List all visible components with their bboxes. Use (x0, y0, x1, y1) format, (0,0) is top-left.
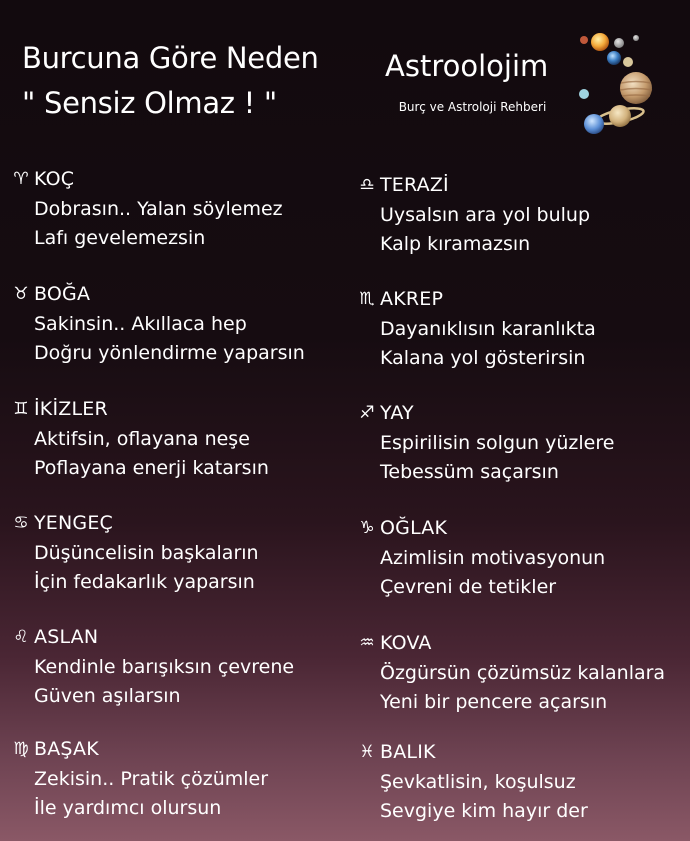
sign-line: Zekisin.. Pratik çözümler (34, 768, 269, 790)
sign-line: İle yardımcı olursun (34, 797, 222, 819)
gemini-icon: ♊︎ (13, 399, 29, 419)
pisces-icon: ♓︎ (359, 742, 375, 762)
uranus-icon (579, 89, 589, 99)
sign-header (8, 621, 348, 653)
taurus-icon: ♉︎ (13, 284, 29, 304)
sign-line: Düşüncelisin başkaların (34, 542, 259, 564)
aquarius-icon: ♒︎ (359, 633, 375, 653)
sign-line: Lafı gevelemezsin (34, 227, 206, 249)
sign-block (354, 283, 690, 373)
sign-header (354, 169, 690, 201)
sign-header (354, 627, 690, 659)
moon-icon (633, 35, 639, 41)
sign-name: KOÇ (34, 168, 75, 190)
cancer-icon: ♋︎ (13, 513, 29, 533)
sign-header (354, 512, 690, 544)
sign-name: TERAZİ (380, 174, 449, 196)
sign-name: KOVA (380, 632, 432, 654)
earth-icon (607, 51, 621, 65)
aries-icon: ♈︎ (13, 169, 29, 189)
sign-block (354, 627, 690, 717)
sign-name: BOĞA (34, 283, 91, 305)
sign-line: Azimlisin motivasyonun (380, 547, 606, 569)
sign-line: Kendinle barışıksın çevrene (34, 656, 295, 678)
sign-name: AKREP (380, 288, 444, 310)
capricorn-icon: ♑︎ (359, 518, 375, 538)
sign-header (8, 393, 348, 425)
sign-name: BALIK (380, 741, 436, 763)
sign-header (8, 507, 348, 539)
sign-block (354, 736, 690, 826)
sign-line: Kalp kıramazsın (380, 233, 531, 255)
scorpio-icon: ♏︎ (359, 289, 375, 309)
sign-header (354, 736, 690, 768)
sign-name: BAŞAK (34, 738, 99, 760)
sign-block (8, 733, 348, 823)
sign-block (8, 163, 348, 253)
sign-block (8, 507, 348, 597)
sign-line: Kalana yol gösterirsin (380, 347, 586, 369)
sign-header (354, 283, 690, 315)
sign-line: Tebessüm saçarsın (380, 461, 559, 483)
title-line-1: Burcuna Göre Neden (22, 41, 319, 75)
sign-name: İKİZLER (34, 398, 108, 420)
sign-line: Espirilisin solgun yüzlere (380, 432, 615, 454)
sign-block (354, 397, 690, 487)
saturn-icon (609, 105, 631, 127)
brand-subtitle: Burç ve Astroloji Rehberi (398, 100, 547, 114)
sign-line: İçin fedakarlık yaparsın (34, 571, 255, 593)
sign-line: Aktifsin, oflayana neşe (34, 428, 250, 450)
sign-header (354, 397, 690, 429)
sign-name: OĞLAK (380, 517, 448, 539)
sign-header (8, 163, 348, 195)
sign-line: Özgürsün çözümsüz kalanlara (380, 662, 666, 684)
sign-line: Uysalsın ara yol bulup (380, 204, 591, 226)
post-title (22, 36, 319, 126)
sign-name: YAY (380, 402, 414, 424)
leo-icon: ♌︎ (13, 627, 29, 647)
sagittarius-icon: ♐︎ (359, 403, 375, 423)
sign-line: Sakinsin.. Akıllaca hep (34, 313, 247, 335)
sign-line: Sevgiye kim hayır der (380, 800, 588, 822)
sign-header (8, 733, 348, 765)
sign-block (354, 512, 690, 602)
sign-name: ASLAN (34, 626, 99, 648)
sign-block (8, 621, 348, 711)
sign-line: Poflayana enerji katarsın (34, 457, 269, 479)
sign-block (8, 393, 348, 483)
brand-block (385, 46, 585, 116)
sign-block (8, 278, 348, 368)
sun-icon (591, 33, 609, 51)
sign-block (354, 169, 690, 259)
sign-line: Dayanıklısın karanlıkta (380, 318, 596, 340)
libra-icon: ♎︎ (359, 175, 375, 195)
sign-line: Doğru yönlendirme yaparsın (34, 342, 305, 364)
venus-icon (623, 57, 633, 67)
virgo-icon: ♍︎ (13, 739, 29, 759)
title-line-2: " Sensiz Olmaz ! " (22, 86, 277, 120)
sign-line: Yeni bir pencere açarsın (380, 691, 608, 713)
sign-line: Güven aşılarsın (34, 685, 181, 707)
brand-name: Astroolojim (385, 49, 549, 83)
neptune-icon (584, 114, 604, 134)
sign-header (8, 278, 348, 310)
mars-icon (580, 36, 588, 44)
sign-line: Şevkatlisin, koşulsuz (380, 771, 576, 793)
sign-line: Çevreni de tetikler (380, 576, 557, 598)
sign-line: Dobrasın.. Yalan söylemez (34, 198, 283, 220)
sign-name: YENGEÇ (34, 512, 114, 534)
solar-system-logo (572, 28, 682, 148)
mercury-icon (614, 38, 624, 48)
